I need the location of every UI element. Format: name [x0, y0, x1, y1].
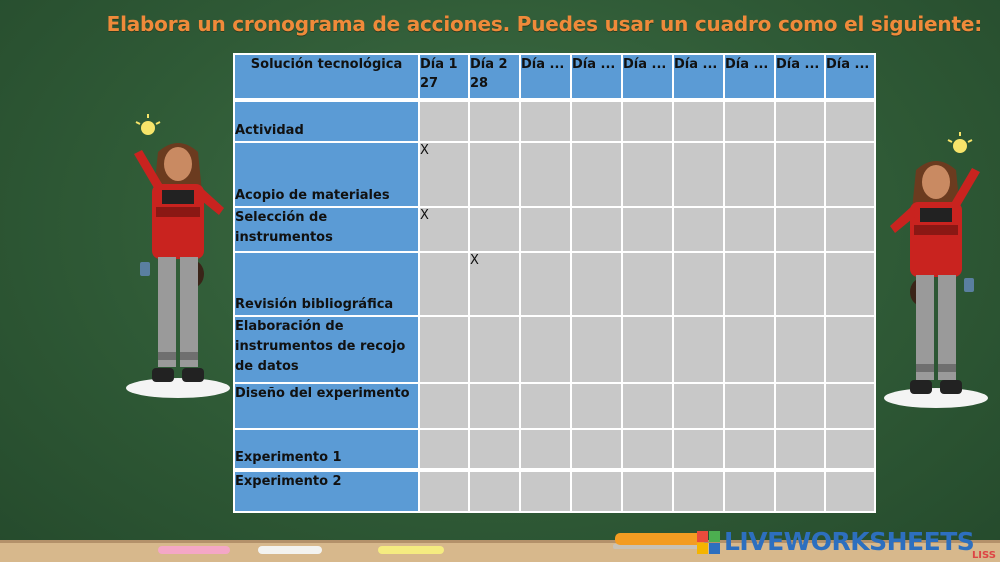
student-illustration-right [876, 128, 996, 413]
schedule-cell[interactable] [825, 383, 875, 428]
schedule-cell[interactable] [673, 142, 724, 206]
activity-label: Experimento 1 [234, 429, 419, 470]
schedule-cell[interactable] [724, 100, 775, 142]
schedule-cell[interactable] [571, 142, 622, 206]
schedule-cell[interactable] [520, 252, 571, 316]
header-day [419, 54, 469, 100]
schedule-cell[interactable] [571, 383, 622, 428]
schedule-cell[interactable] [825, 207, 875, 252]
schedule-cell[interactable] [775, 316, 825, 383]
schedule-cell[interactable] [520, 383, 571, 428]
activity-label: Elaboración de instrumentos de recojo de datos [234, 316, 419, 383]
header-day: Día ... [673, 54, 724, 100]
table-row [234, 316, 875, 383]
student-illustration-left [118, 112, 238, 402]
schedule-cell[interactable] [825, 429, 875, 470]
yellow-chalk [378, 546, 444, 554]
schedule-cell[interactable] [469, 100, 520, 142]
schedule-cell[interactable] [775, 252, 825, 316]
table-row [234, 142, 875, 206]
schedule-cell[interactable] [469, 316, 520, 383]
schedule-cell[interactable] [724, 207, 775, 252]
activity-label: Revisión bibliográfica [234, 252, 419, 316]
schedule-cell[interactable] [775, 470, 825, 512]
schedule-cell[interactable] [571, 470, 622, 512]
day-label: Día 1 [420, 57, 458, 72]
schedule-cell[interactable] [571, 252, 622, 316]
schedule-cell[interactable] [419, 252, 469, 316]
schedule-cell[interactable] [469, 207, 520, 252]
activity-label: Diseño del experimento [234, 383, 419, 428]
schedule-cell[interactable] [622, 207, 673, 252]
schedule-cell[interactable] [419, 429, 469, 470]
schedule-cell[interactable] [571, 100, 622, 142]
schedule-cell[interactable] [622, 429, 673, 470]
schedule-cell[interactable]: X [469, 252, 520, 316]
schedule-cell[interactable] [469, 470, 520, 512]
schedule-cell[interactable] [571, 316, 622, 383]
schedule-cell[interactable] [673, 383, 724, 428]
table-row [234, 470, 875, 512]
corner-mark: LISS [971, 550, 996, 561]
header-day: Día ... [571, 54, 622, 100]
schedule-cell[interactable] [622, 383, 673, 428]
table-row [234, 429, 875, 470]
schedule-cell[interactable] [520, 142, 571, 206]
schedule-cell[interactable] [825, 142, 875, 206]
schedule-cell[interactable] [775, 383, 825, 428]
header-day: Día ... [520, 54, 571, 100]
schedule-cell[interactable] [673, 207, 724, 252]
schedule-cell[interactable] [571, 207, 622, 252]
schedule-cell[interactable] [419, 316, 469, 383]
schedule-cell[interactable] [622, 142, 673, 206]
schedule-cell[interactable] [622, 316, 673, 383]
schedule-cell[interactable] [419, 100, 469, 142]
page-title: Elabora un cronograma de acciones. Puedes usar un cuadro como el siguiente: [106, 12, 982, 36]
schedule-cell[interactable] [724, 383, 775, 428]
schedule-cell[interactable] [825, 252, 875, 316]
schedule-cell[interactable] [571, 429, 622, 470]
schedule-cell[interactable] [520, 470, 571, 512]
schedule-cell[interactable] [673, 470, 724, 512]
schedule-cell[interactable] [825, 316, 875, 383]
schedule-cell[interactable] [469, 429, 520, 470]
schedule-cell[interactable] [825, 470, 875, 512]
schedule-table [233, 53, 876, 513]
eraser [615, 533, 705, 545]
schedule-cell[interactable] [775, 207, 825, 252]
activity-label: Acopio de materiales [234, 142, 419, 206]
header-day [469, 54, 520, 100]
table-header-row [234, 54, 875, 100]
white-chalk [258, 546, 322, 554]
header-solucion: Solución tecnológica [234, 54, 419, 100]
liveworksheets-logo[interactable]: LIVEWORKSHEETS [724, 527, 975, 556]
schedule-cell[interactable] [775, 142, 825, 206]
schedule-cell[interactable] [724, 429, 775, 470]
schedule-cell[interactable] [724, 316, 775, 383]
schedule-cell[interactable]: X [419, 142, 469, 206]
schedule-cell[interactable] [520, 316, 571, 383]
header-day: Día ... [622, 54, 673, 100]
schedule-cell[interactable] [673, 252, 724, 316]
schedule-cell[interactable] [520, 207, 571, 252]
table-row [234, 207, 875, 252]
schedule-cell[interactable] [825, 100, 875, 142]
table-row [234, 100, 875, 142]
table-row [234, 252, 875, 316]
header-day: Día ... [724, 54, 775, 100]
schedule-cell[interactable]: X [419, 207, 469, 252]
schedule-cell[interactable] [673, 100, 724, 142]
day-label: Día 2 [470, 57, 508, 72]
schedule-cell[interactable] [469, 142, 520, 206]
schedule-cell[interactable] [622, 252, 673, 316]
schedule-cell[interactable] [673, 316, 724, 383]
activity-label: Selección de instrumentos [234, 207, 419, 252]
schedule-cell[interactable] [469, 383, 520, 428]
schedule-cell[interactable] [520, 100, 571, 142]
schedule-cell[interactable] [622, 470, 673, 512]
schedule-cell[interactable] [673, 429, 724, 470]
schedule-cell[interactable] [419, 470, 469, 512]
schedule-cell[interactable] [622, 100, 673, 142]
schedule-cell[interactable] [724, 142, 775, 206]
header-day: Día ... [825, 54, 875, 100]
schedule-cell[interactable] [520, 429, 571, 470]
schedule-cell[interactable] [775, 100, 825, 142]
schedule-cell[interactable] [775, 429, 825, 470]
activity-label: Experimento 2 [234, 470, 419, 512]
day-number: 27 [420, 76, 439, 91]
activity-label: Actividad [234, 100, 419, 142]
schedule-cell[interactable] [419, 383, 469, 428]
pink-chalk [158, 546, 230, 554]
table-row [234, 383, 875, 428]
schedule-cell[interactable] [724, 252, 775, 316]
day-number: 28 [470, 76, 489, 91]
header-day: Día ... [775, 54, 825, 100]
liveworksheets-badge-icon [697, 531, 721, 555]
schedule-cell[interactable] [724, 470, 775, 512]
